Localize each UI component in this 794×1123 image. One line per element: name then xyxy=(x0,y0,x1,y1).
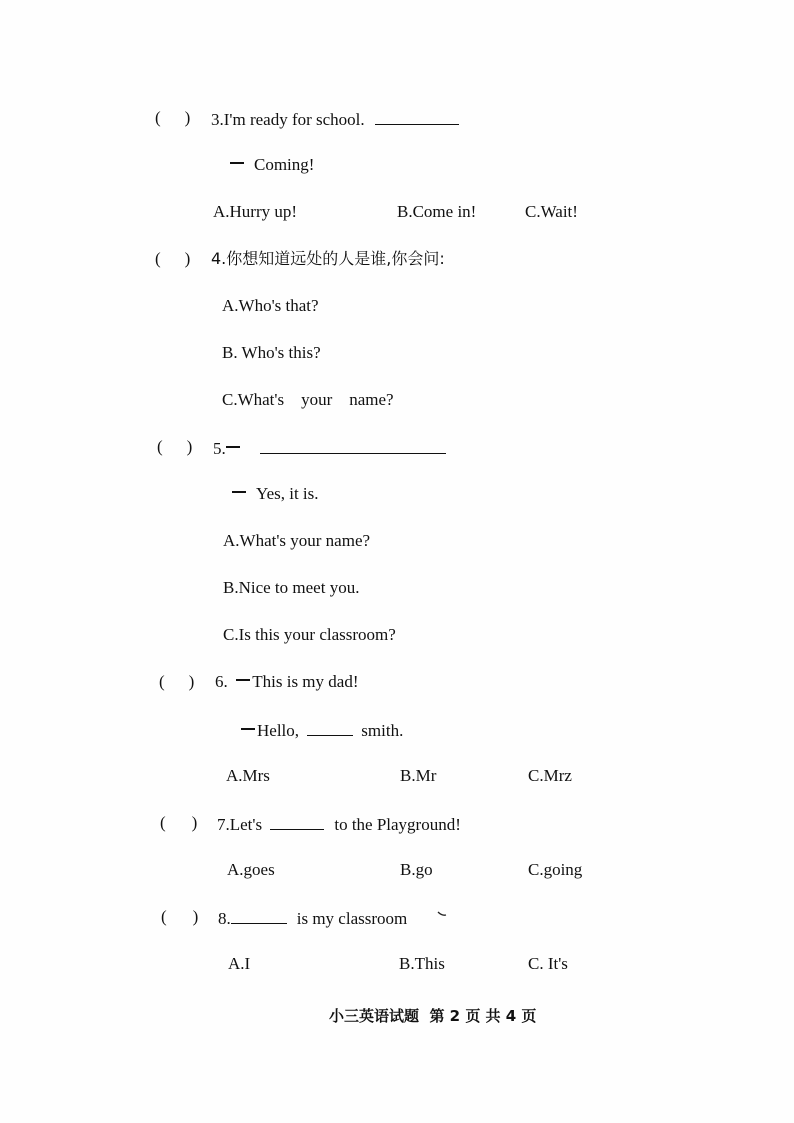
option-c[interactable]: C.Wait! xyxy=(525,202,578,221)
question-text: I'm ready for school. xyxy=(223,110,365,129)
question-number: 8. xyxy=(218,909,231,928)
option-a[interactable]: A.goes xyxy=(227,860,275,879)
answer-blank[interactable] xyxy=(270,813,324,830)
option-b[interactable]: B.go xyxy=(400,860,433,879)
reply-text: Coming! xyxy=(254,155,315,174)
question-3-reply xyxy=(230,155,314,175)
option-b[interactable]: B.Nice to meet you. xyxy=(223,578,360,597)
answer-paren-8[interactable] xyxy=(161,907,198,927)
answer-paren-5[interactable] xyxy=(157,437,192,457)
answer-blank[interactable] xyxy=(375,108,459,125)
answer-paren-6[interactable] xyxy=(159,672,194,692)
reply-text: Hello, xyxy=(257,721,300,740)
paren-left: ( xyxy=(160,813,166,832)
question-6-prompt xyxy=(215,672,359,692)
answer-blank[interactable] xyxy=(307,719,353,736)
dash-mark xyxy=(230,162,244,164)
option-b[interactable]: B.This xyxy=(399,954,445,973)
question-text-end: to the Playground! xyxy=(334,815,461,834)
paren-right: ) xyxy=(192,907,199,926)
option-a[interactable]: A.I xyxy=(228,954,251,973)
dash-mark xyxy=(236,679,250,681)
paren-right: ) xyxy=(188,672,195,691)
option-a[interactable]: A.Mrs xyxy=(226,766,270,785)
question-6-reply xyxy=(241,719,403,741)
question-number: 4. xyxy=(211,249,227,268)
option-a[interactable]: A.What's your name? xyxy=(223,531,371,550)
page-footer: 小三英语试题 第 2 页 共 4 页 xyxy=(329,1007,537,1025)
option-c[interactable]: C. It's xyxy=(528,954,568,973)
question-5-reply xyxy=(232,484,319,504)
paren-right: ) xyxy=(184,108,191,127)
answer-paren-7[interactable] xyxy=(160,813,197,833)
question-5-prompt xyxy=(213,437,446,459)
question-3-prompt xyxy=(211,108,459,130)
question-8-prompt xyxy=(218,907,407,929)
reply-text-end: smith. xyxy=(361,721,404,740)
answer-paren-4[interactable] xyxy=(155,249,190,269)
paren-left: ( xyxy=(159,672,165,691)
option-c[interactable]: C.Mrz xyxy=(528,766,572,785)
question-text: Let's xyxy=(229,815,263,834)
dash-mark xyxy=(241,728,255,730)
reply-text: Yes, it is. xyxy=(256,484,319,503)
option-b[interactable]: B.Come in! xyxy=(397,202,477,221)
question-number: 3. xyxy=(211,110,224,129)
question-text-end: is my classroom xyxy=(296,909,408,928)
option-c[interactable]: C.Is this your classroom? xyxy=(223,625,396,644)
question-number: 5. xyxy=(213,439,226,458)
paren-right: ) xyxy=(191,813,198,832)
stray-mark xyxy=(436,906,448,925)
paren-left: ( xyxy=(161,907,167,926)
paren-right: ) xyxy=(186,437,193,456)
paren-left: ( xyxy=(157,437,163,456)
answer-blank[interactable] xyxy=(260,437,446,454)
option-a[interactable]: A.Hurry up! xyxy=(213,202,298,221)
dash-mark xyxy=(232,491,246,493)
question-number: 6. xyxy=(215,672,228,691)
question-4-prompt xyxy=(211,249,445,269)
option-b[interactable]: B.Mr xyxy=(400,766,437,785)
paren-left: ( xyxy=(155,108,161,127)
dash-mark xyxy=(226,446,240,448)
question-number: 7. xyxy=(217,815,230,834)
option-a[interactable]: A.Who's that? xyxy=(222,296,319,315)
answer-paren-3[interactable] xyxy=(155,108,190,128)
option-c[interactable]: C.What's your name? xyxy=(222,390,394,409)
answer-blank[interactable] xyxy=(231,907,287,924)
question-text: 你想知道远处的人是谁,你会问: xyxy=(226,249,445,268)
paren-right: ) xyxy=(184,249,191,268)
option-c[interactable]: C.going xyxy=(528,860,583,879)
paren-left: ( xyxy=(155,249,161,268)
question-7-prompt xyxy=(217,813,461,835)
option-b[interactable]: B. Who's this? xyxy=(222,343,321,362)
question-text: This is my dad! xyxy=(252,672,359,691)
